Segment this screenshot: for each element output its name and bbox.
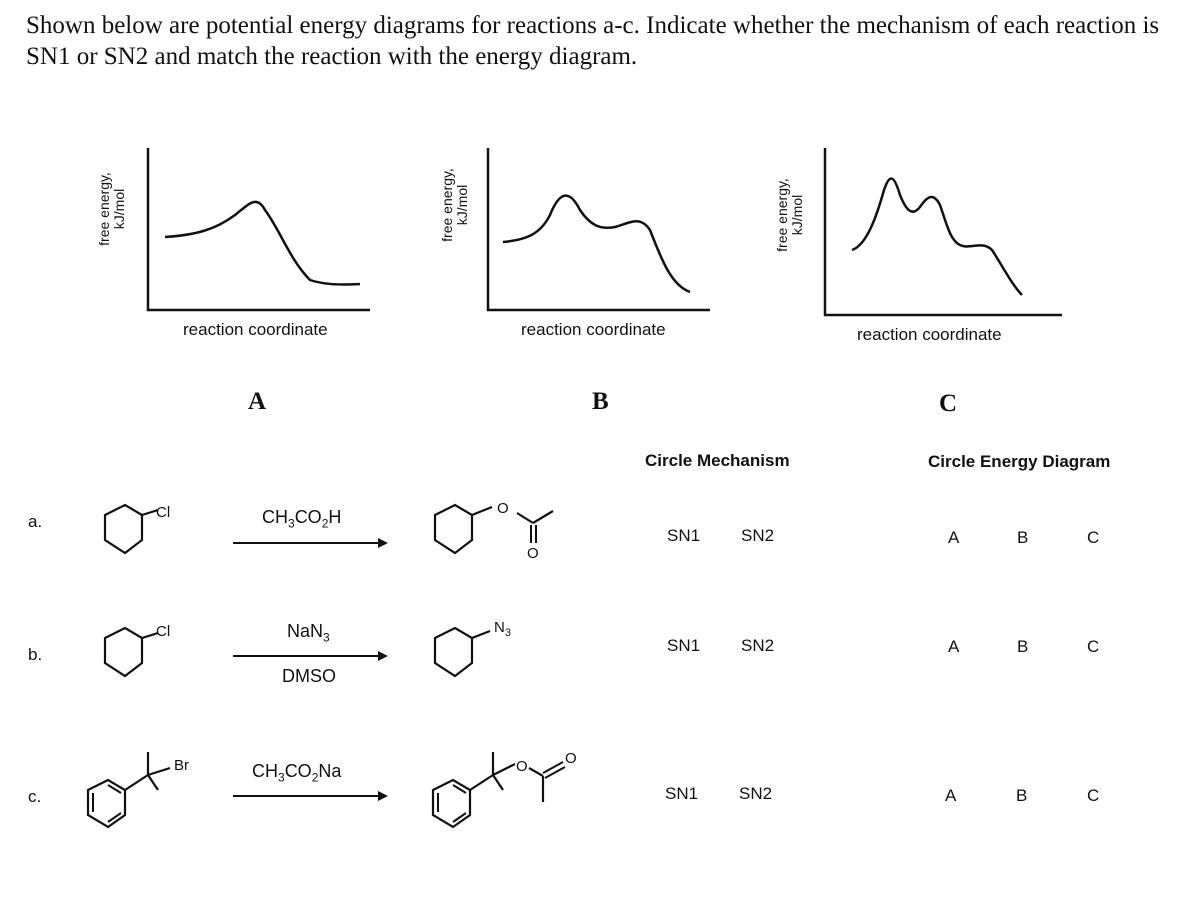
reaction-arrow <box>233 537 393 549</box>
energy-plot-c <box>822 145 1067 320</box>
x-axis-label: reaction coordinate <box>521 320 666 339</box>
reagent-bottom: DMSO <box>282 666 336 686</box>
y-axis-label: free energy, kJ/mol <box>96 172 127 246</box>
header-circle-mechanism: Circle Mechanism <box>645 451 790 470</box>
option-sn1[interactable]: SN1 <box>665 784 699 803</box>
energy-plot-b <box>485 145 715 315</box>
option-sn2[interactable]: SN2 <box>739 784 773 803</box>
product-atom-n3: $N_3$ <box>494 619 511 639</box>
option-sn2[interactable]: SN2 <box>741 526 775 545</box>
product-structure-b <box>430 615 530 695</box>
option-diagram-b[interactable]: B <box>1017 637 1029 656</box>
product-atom-o: O <box>516 758 528 775</box>
option-diagram-a[interactable]: A <box>945 786 957 805</box>
option-sn1[interactable]: SN1 <box>667 636 701 655</box>
diagram-label-a: A <box>248 388 267 415</box>
x-axis-label: reaction coordinate <box>183 320 328 339</box>
leaving-group-label: Br <box>174 757 189 774</box>
option-sn2[interactable]: SN2 <box>741 636 775 655</box>
option-diagram-c[interactable]: C <box>1087 637 1100 656</box>
reactant-structure-b <box>80 615 200 695</box>
row-label: b. <box>28 645 43 664</box>
reagent-top: $CH_3CO_2H$ <box>262 507 342 531</box>
product-atom-o: O <box>527 545 539 562</box>
header-circle-energy-diagram: Circle Energy Diagram <box>928 452 1111 471</box>
y-axis-label: free energy, kJ/mol <box>439 168 470 242</box>
product-structure-c <box>425 740 605 830</box>
option-diagram-b[interactable]: B <box>1016 786 1028 805</box>
option-sn1[interactable]: SN1 <box>667 526 701 545</box>
row-label: a. <box>28 512 43 531</box>
y-axis-label: free energy, kJ/mol <box>774 178 805 252</box>
option-diagram-a[interactable]: A <box>948 637 960 656</box>
row-label: c. <box>28 787 42 806</box>
leaving-group-label: Cl <box>156 504 171 521</box>
reactant-structure-c <box>80 740 200 830</box>
diagram-label-c: C <box>939 390 958 417</box>
reaction-arrow <box>233 650 393 662</box>
reaction-arrow <box>233 790 393 802</box>
question-text: Shown below are potential energy diagrams for reactions a-c. Indicate whether the mechanism of each reaction is SN1 or SN2 and match the reaction with the energy diagram. <box>26 12 1160 70</box>
product-atom-o: O <box>565 750 577 767</box>
reagent-top: $CH_3CO_2Na$ <box>252 761 342 785</box>
energy-plot-a <box>145 145 375 315</box>
product-atom-o: O <box>497 500 509 517</box>
option-diagram-c[interactable]: C <box>1087 786 1100 805</box>
x-axis-label: reaction coordinate <box>857 325 1002 344</box>
diagram-label-b: B <box>592 388 609 415</box>
leaving-group-label: Cl <box>156 623 171 640</box>
option-diagram-c[interactable]: C <box>1087 528 1100 547</box>
reagent-top: NaN$_3$ <box>287 621 330 645</box>
reactant-structure-a <box>80 495 200 575</box>
option-diagram-b[interactable]: B <box>1017 528 1029 547</box>
option-diagram-a[interactable]: A <box>948 528 960 547</box>
